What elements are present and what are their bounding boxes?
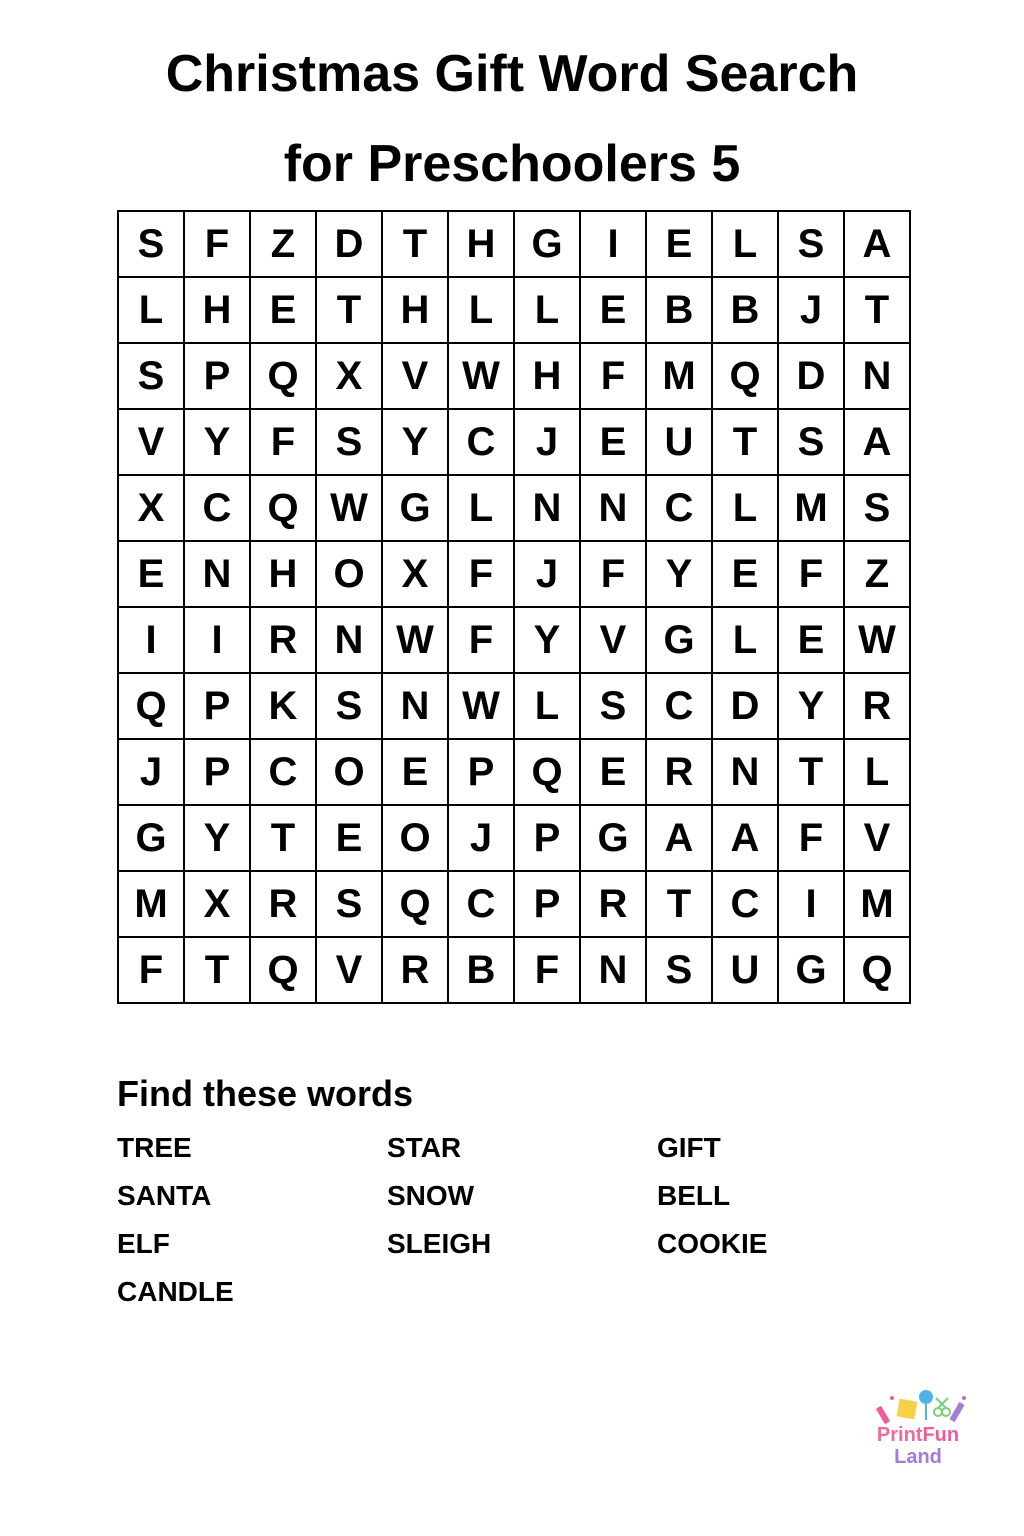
grid-cell: E [118, 541, 184, 607]
page-subtitle: for Preschoolers 5 [283, 135, 741, 193]
grid-cell: G [580, 805, 646, 871]
grid-cell: G [514, 211, 580, 277]
grid-cell: Q [118, 673, 184, 739]
grid-cell: X [118, 475, 184, 541]
grid-cell: J [778, 277, 844, 343]
grid-cell: D [712, 673, 778, 739]
grid-cell: F [184, 211, 250, 277]
grid-cell: E [250, 277, 316, 343]
logo-text-fun: Fun [922, 1424, 960, 1446]
grid-cell: L [448, 277, 514, 343]
grid-cell: F [580, 541, 646, 607]
grid-cell: U [646, 409, 712, 475]
grid-cell: K [250, 673, 316, 739]
word-list-item: CANDLE [117, 1276, 234, 1307]
grid-cell: R [382, 937, 448, 1003]
grid-cell: P [448, 739, 514, 805]
grid-cell: C [712, 871, 778, 937]
grid-row [118, 673, 910, 739]
grid-cell: Q [250, 343, 316, 409]
grid-cell: F [514, 937, 580, 1003]
grid-cell: S [118, 343, 184, 409]
word-list-item: ELF [117, 1228, 170, 1259]
grid-row [118, 739, 910, 805]
grid-cell: H [514, 343, 580, 409]
grid-cell: W [448, 343, 514, 409]
grid-row [118, 607, 910, 673]
grid-cell: C [646, 475, 712, 541]
grid-cell: Y [778, 673, 844, 739]
grid-cell: R [646, 739, 712, 805]
grid-cell: E [712, 541, 778, 607]
grid-cell: E [580, 739, 646, 805]
grid-cell: O [316, 541, 382, 607]
grid-cell: Q [514, 739, 580, 805]
grid-cell: R [580, 871, 646, 937]
word-list-item: GIFT [657, 1132, 721, 1163]
grid-cell: L [712, 475, 778, 541]
grid-cell: P [514, 805, 580, 871]
grid-cell: D [778, 343, 844, 409]
grid-cell: Y [184, 409, 250, 475]
grid-cell: F [250, 409, 316, 475]
grid-cell: O [382, 805, 448, 871]
grid-cell: E [580, 409, 646, 475]
grid-cell: S [778, 409, 844, 475]
grid-cell: I [118, 607, 184, 673]
grid-cell: B [448, 937, 514, 1003]
grid-cell: W [448, 673, 514, 739]
grid-cell: S [316, 409, 382, 475]
word-list-item: BELL [657, 1180, 731, 1211]
grid-cell: F [448, 607, 514, 673]
grid-cell: F [118, 937, 184, 1003]
grid-cell: G [646, 607, 712, 673]
grid-row [118, 871, 910, 937]
grid-cell: G [118, 805, 184, 871]
grid-cell: V [382, 343, 448, 409]
grid-cell: Q [844, 937, 910, 1003]
page-title: Christmas Gift Word Search [165, 45, 859, 103]
logo-text-line1 [862, 1424, 974, 1446]
grid-cell: A [844, 409, 910, 475]
grid-row [118, 805, 910, 871]
grid-cell: L [514, 277, 580, 343]
grid-cell: Y [646, 541, 712, 607]
grid-cell: Q [250, 937, 316, 1003]
grid-cell: H [250, 541, 316, 607]
grid-cell: C [448, 409, 514, 475]
grid-cell: T [316, 277, 382, 343]
grid-cell: F [448, 541, 514, 607]
grid-cell: U [712, 937, 778, 1003]
grid-cell: A [844, 211, 910, 277]
grid-cell: M [844, 871, 910, 937]
grid-cell: Y [184, 805, 250, 871]
grid-cell: V [316, 937, 382, 1003]
grid-cell: N [580, 937, 646, 1003]
grid-cell: S [778, 211, 844, 277]
grid-cell: J [514, 541, 580, 607]
grid-cell: I [580, 211, 646, 277]
grid-cell: Q [382, 871, 448, 937]
grid-cell: D [316, 211, 382, 277]
logo-text-line2: Land [894, 1446, 942, 1468]
grid-cell: C [646, 673, 712, 739]
grid-cell: M [778, 475, 844, 541]
grid-cell: Y [382, 409, 448, 475]
grid-cell: J [448, 805, 514, 871]
grid-row [118, 277, 910, 343]
grid-cell: L [448, 475, 514, 541]
grid-cell: C [448, 871, 514, 937]
grid-cell: B [712, 277, 778, 343]
grid-cell: F [778, 805, 844, 871]
grid-cell: C [250, 739, 316, 805]
word-list-item: TREE [117, 1132, 192, 1163]
word-search-grid [117, 210, 911, 1004]
grid-cell: A [646, 805, 712, 871]
grid-cell: L [844, 739, 910, 805]
grid-cell: N [514, 475, 580, 541]
grid-cell: Y [514, 607, 580, 673]
grid-cell: B [646, 277, 712, 343]
grid-cell: M [646, 343, 712, 409]
grid-row [118, 541, 910, 607]
word-list-item: SNOW [387, 1180, 475, 1211]
grid-cell: R [250, 607, 316, 673]
grid-cell: Q [250, 475, 316, 541]
grid-cell: A [712, 805, 778, 871]
word-list-item: SANTA [117, 1180, 212, 1211]
grid-cell: S [580, 673, 646, 739]
grid-cell: T [382, 211, 448, 277]
grid-cell: S [118, 211, 184, 277]
grid-cell: E [382, 739, 448, 805]
grid-cell: L [712, 607, 778, 673]
grid-cell: S [316, 871, 382, 937]
grid-cell: E [646, 211, 712, 277]
grid-cell: W [844, 607, 910, 673]
grid-cell: P [184, 739, 250, 805]
grid-cell: X [382, 541, 448, 607]
grid-cell: L [514, 673, 580, 739]
grid-cell: T [184, 937, 250, 1003]
grid-cell: N [712, 739, 778, 805]
grid-cell: I [778, 871, 844, 937]
grid-cell: Z [250, 211, 316, 277]
word-list-item: COOKIE [657, 1228, 768, 1259]
grid-cell: W [382, 607, 448, 673]
grid-cell: Z [844, 541, 910, 607]
grid-cell: J [118, 739, 184, 805]
grid-cell: X [316, 343, 382, 409]
grid-row [118, 937, 910, 1003]
word-list-heading: Find these words [117, 1073, 414, 1114]
grid-row [118, 211, 910, 277]
grid-cell: M [118, 871, 184, 937]
grid-cell: N [184, 541, 250, 607]
grid-cell: Q [712, 343, 778, 409]
grid-cell: O [316, 739, 382, 805]
grid-cell: J [514, 409, 580, 475]
grid-cell: F [778, 541, 844, 607]
logo-icons [862, 1388, 974, 1428]
grid-cell: V [844, 805, 910, 871]
grid-cell: P [184, 673, 250, 739]
word-list-item: SLEIGH [387, 1228, 492, 1259]
grid-cell: I [184, 607, 250, 673]
grid-cell: H [382, 277, 448, 343]
grid-cell: G [778, 937, 844, 1003]
grid-cell: S [844, 475, 910, 541]
grid-cell: E [778, 607, 844, 673]
logo-text-print: Print [876, 1424, 923, 1446]
grid-cell: T [250, 805, 316, 871]
grid-cell: C [184, 475, 250, 541]
printfunland-logo [862, 1388, 974, 1472]
grid-cell: N [316, 607, 382, 673]
grid-cell: X [184, 871, 250, 937]
grid-cell: T [646, 871, 712, 937]
grid-cell: V [580, 607, 646, 673]
grid-cell: N [382, 673, 448, 739]
grid-cell: L [118, 277, 184, 343]
grid-cell: H [448, 211, 514, 277]
grid-cell: L [712, 211, 778, 277]
grid-cell: S [316, 673, 382, 739]
grid-cell: N [580, 475, 646, 541]
grid-cell: T [778, 739, 844, 805]
grid-row [118, 475, 910, 541]
grid-cell: E [316, 805, 382, 871]
grid-cell: P [514, 871, 580, 937]
grid-cell: H [184, 277, 250, 343]
grid-cell: R [844, 673, 910, 739]
grid-cell: V [118, 409, 184, 475]
grid-cell: W [316, 475, 382, 541]
grid-cell: T [844, 277, 910, 343]
grid-cell: T [712, 409, 778, 475]
word-list-item: STAR [387, 1132, 462, 1163]
grid-cell: E [580, 277, 646, 343]
grid-cell: G [382, 475, 448, 541]
grid-cell: S [646, 937, 712, 1003]
grid-cell: N [844, 343, 910, 409]
grid-row [118, 343, 910, 409]
grid-cell: F [580, 343, 646, 409]
grid-cell: R [250, 871, 316, 937]
grid-cell: P [184, 343, 250, 409]
grid-row [118, 409, 910, 475]
